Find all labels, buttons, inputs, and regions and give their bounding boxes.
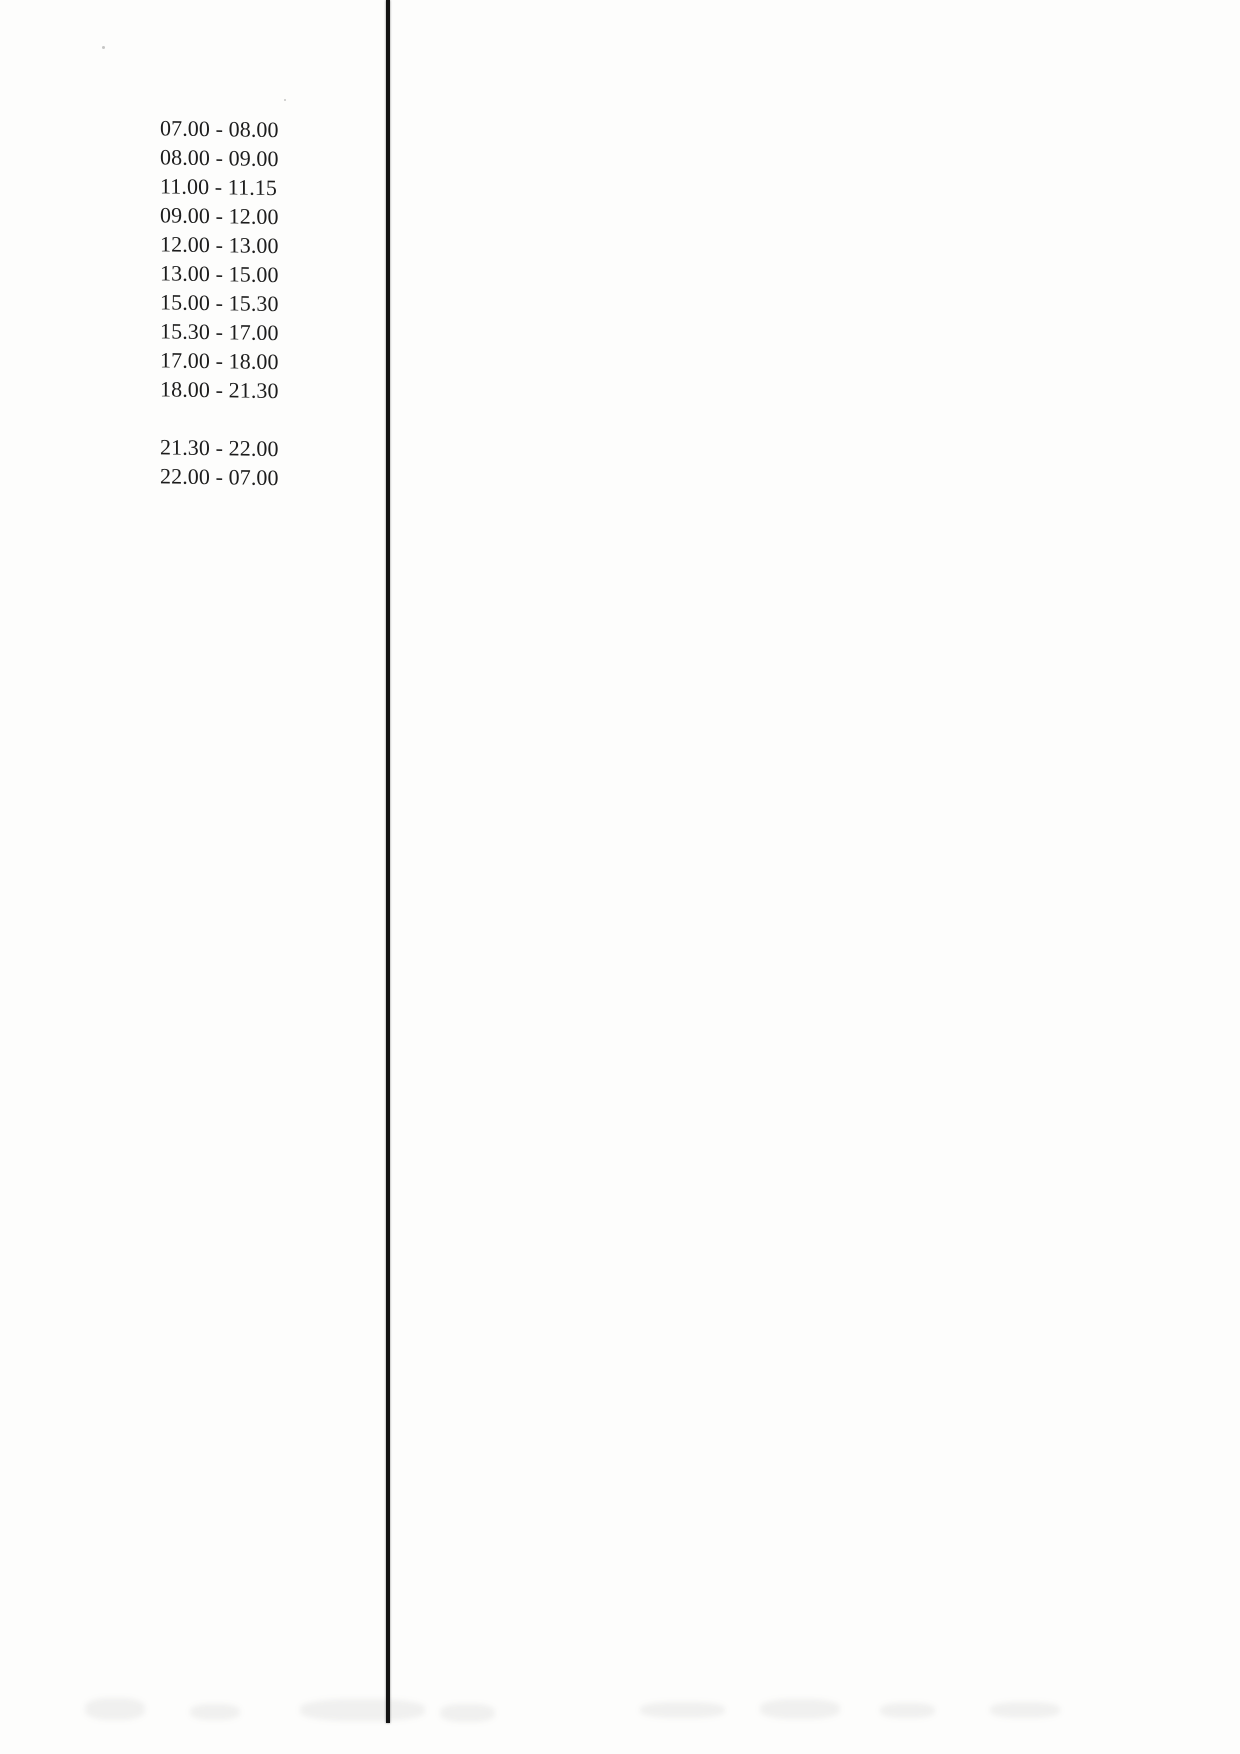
schedule-time: 09.00 - 12.00 (160, 202, 279, 230)
schedule-time: 18.00 - 21.30 (160, 376, 279, 404)
scan-fold-line-artifact (386, 0, 390, 1723)
schedule-time (140, 403, 405, 436)
bleed-through-smudge (440, 1704, 495, 1722)
schedule-time: 15.30 - 17.00 (160, 318, 279, 346)
bleed-through-smudge (640, 1702, 725, 1718)
scan-speck (284, 99, 286, 101)
schedule-time: 07.00 - 08.00 (160, 115, 279, 143)
schedule-time: 15.00 - 15.30 (160, 289, 279, 317)
schedule-time: 11.00 - 11.15 (160, 173, 277, 201)
bleed-through-smudge (190, 1704, 240, 1720)
bleed-through-smudge (85, 1698, 145, 1720)
schedule-time: 22.00 - 07.00 (160, 463, 279, 491)
schedule-time: 08.00 - 09.00 (160, 144, 279, 172)
schedule-time: 21.30 - 22.00 (160, 434, 279, 462)
bleed-through-smudge (990, 1702, 1060, 1718)
schedule-time: 12.00 - 13.00 (160, 231, 279, 259)
page-content (0, 0, 1240, 506)
daily-schedule (140, 113, 1130, 505)
bleed-through-smudge (300, 1699, 425, 1721)
bleed-through-smudge (760, 1699, 840, 1719)
scan-speck (102, 46, 105, 49)
schedule-activity-line (405, 117, 1130, 128)
schedule-time: 17.00 - 18.00 (160, 347, 279, 375)
bleed-through-smudge (880, 1703, 935, 1718)
schedule-time: 13.00 - 15.00 (160, 260, 279, 288)
